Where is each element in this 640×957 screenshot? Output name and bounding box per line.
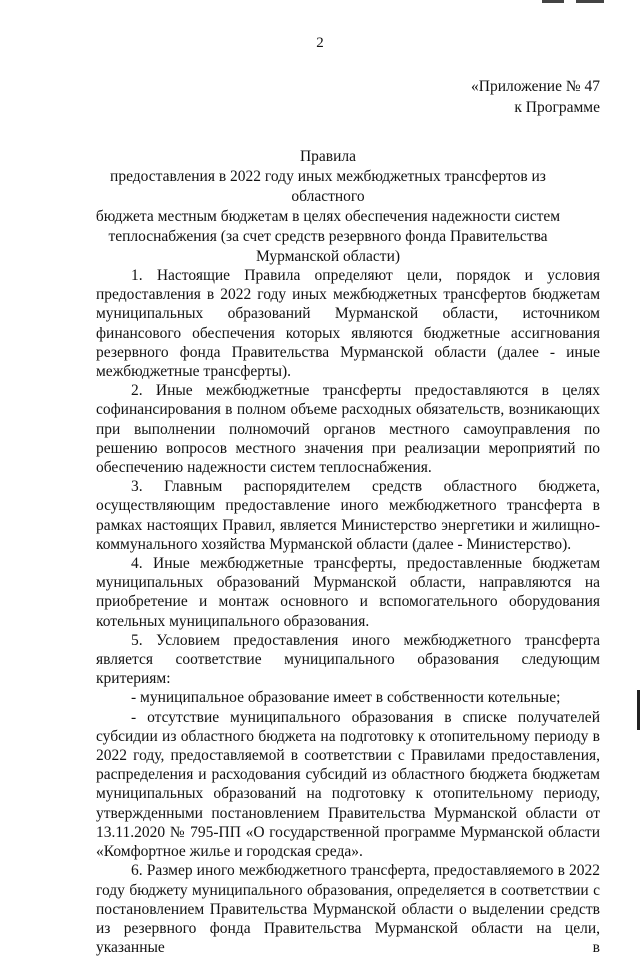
criterion-1: - муниципальное образование имеет в собственности котельные; <box>131 689 561 707</box>
paragraph-6: 6. Размер иного межбюджетного трансферта, предоставляемого в 2022 году бюджету муниципального образования, определяется в соответствии с постановлением Правительства Мурманской области о выделении средств из резервного фонда Правительства Мурманской области на цели, указанные в <box>96 862 600 957</box>
page-number: 2 <box>316 35 324 51</box>
title-line-1: предоставления в 2022 году иных межбюджетных трансфертов из областного <box>110 168 546 205</box>
document-body <box>96 266 600 957</box>
paragraph-1: 1. Настоящие Правила определяют цели, порядок и условия предоставления в 2022 году иных межбюджетных трансфертов бюджетам муниципальных образований Мурманской области, источником финансового обеспечения которых являются бюджетные ассигнования резервного фонда Правительства Мурманской области (далее - иные межбюджетные трансферты). <box>96 267 600 381</box>
title-line-4: Мурманской области) <box>255 248 401 265</box>
paragraph-3: 3. Главным распорядителем средств областного бюджета, осуществляющим предоставление иного межбюджетного трансферта в рамках настоящих Правил, является Министерство энергетики и жилищно-коммунального хозяйства Мурманской области (далее - Министерство). <box>96 478 600 553</box>
paragraph-4: 4. Иные межбюджетные трансферты, предоставленные бюджетам муниципальных образований Мурманской области, направляются на приобретение и монтаж основного и вспомогательного оборудования котельных муниципального образования. <box>96 555 600 630</box>
appendix-reference <box>471 76 600 118</box>
title-line-2: бюджета местным бюджетам в целях обеспечения надежности систем <box>95 208 561 225</box>
title-heading: Правила <box>299 148 357 165</box>
appendix-line-2: к Программе <box>514 99 600 116</box>
paragraph-5: 5. Условием предоставления иного межбюджетного трансферта является соответствие муниципального образования следующим критериям: <box>96 631 600 688</box>
title-line-3: теплоснабжения (за счет средств резервного фонда Правительства <box>108 228 548 245</box>
scan-marks <box>542 0 612 10</box>
paragraph-2: 2. Иные межбюджетные трансферты предоставляются в целях софинансирования в полном объеме расходных обязательств, возникающих при выполнении полномочий органов местного самоуправления по решению вопросов местного значения при реализации мероприятий по обеспечению надежности систем теплоснабжения. <box>96 382 600 477</box>
document-title <box>88 147 568 267</box>
criterion-2: - отсутствие муниципального образования в списке получателей субсидии из областного бюджета на подготовку к отопительному периоду в 2022 году, предоставляемой в соответствии с Правилами предоставления, распределения и расходования субсидий из областного бюджета бюджетам муниципальных образований на подготовку к отопительному периоду, утвержденными постановлением Правительства Мурманской области от 13.11.2020 № 795-ПП «О государственной программе Мурманской области «Комфортное жилье и городская среда». <box>96 708 600 861</box>
appendix-line-1: «Приложение № 47 <box>471 78 600 95</box>
